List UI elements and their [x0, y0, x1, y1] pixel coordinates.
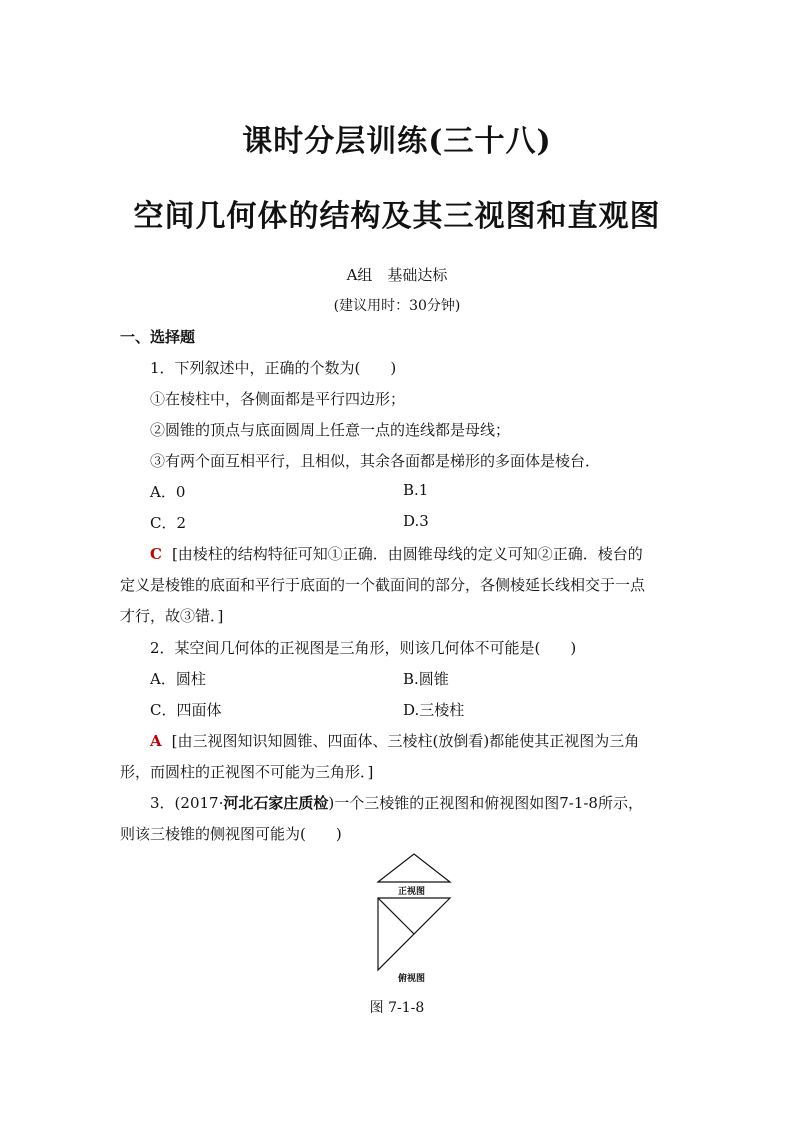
q1-statement-2: ②圆锥的顶点与底面圆周上任意一点的连线都是母线；: [150, 421, 511, 439]
q1-statement-3: ③有两个面互相平行，且相似，其余各面都是梯形的多面体是棱台．: [150, 452, 601, 470]
q1-statement-1: ①在棱柱中，各侧面都是平行四边形；: [150, 390, 406, 408]
page-title: 课时分层训练(三十八): [242, 124, 552, 159]
q2-explanation-line-1: A [由三视图知识知圆锥、四面体、三棱柱(放倒看)都能使其正视图为三角: [150, 732, 640, 750]
q2-option-a: A．圆柱: [150, 670, 206, 688]
page-subtitle: 空间几何体的结构及其三视图和直观图: [133, 199, 661, 234]
section-heading: 一、选择题: [120, 328, 196, 346]
figure-caption: 图 7-1-8: [369, 1000, 425, 1016]
q1-option-c: C．2: [150, 514, 187, 532]
q1-explanation-line-1: C [由棱柱的结构特征可知①正确．由圆锥母线的定义可知②正确．棱台的: [150, 545, 643, 563]
q1-option-b: B.1: [403, 481, 429, 499]
q1-option-d: D.3: [403, 512, 429, 530]
q2-explanation-line-2: 形，而圆柱的正视图不可能为三角形．]: [120, 763, 374, 781]
q3-stem-line-2: 则该三棱锥的侧视图可能为( ): [120, 825, 342, 843]
top-view-inner-line: [378, 898, 414, 934]
q2-stem: 2．某空间几何体的正视图是三角形，则该几何体不可能是( ): [150, 639, 577, 657]
q1-stem: 1．下列叙述中，正确的个数为( ): [150, 359, 397, 377]
q2-option-b: B.圆锥: [403, 670, 449, 688]
front-view-label: 正视图: [398, 887, 426, 897]
top-view-label: 俯视图: [398, 974, 426, 984]
q3-source: 河北石家庄质检: [223, 794, 329, 812]
q2-option-d: D.三棱柱: [403, 701, 465, 719]
q3-stem: 3．(2017·河北石家庄质检)一个三棱锥的正视图和俯视图如图7-1-8所示，: [150, 794, 643, 812]
q2-answer: A: [150, 732, 162, 750]
q1-explanation-line-3: 才行，故③错．]: [120, 607, 224, 625]
q1-answer: C: [150, 545, 162, 563]
q1-option-a: A．0: [150, 483, 186, 501]
time-hint: (建议用时：30分钟): [333, 298, 461, 314]
front-view-triangle: [378, 854, 450, 882]
q2-option-c: C．四面体: [150, 701, 222, 719]
group-heading: A组 基础达标: [346, 266, 448, 284]
q1-explanation-line-2: 定义是棱锥的底面和平行于底面的一个截面间的部分，各侧棱延长线相交于一点: [120, 576, 646, 594]
